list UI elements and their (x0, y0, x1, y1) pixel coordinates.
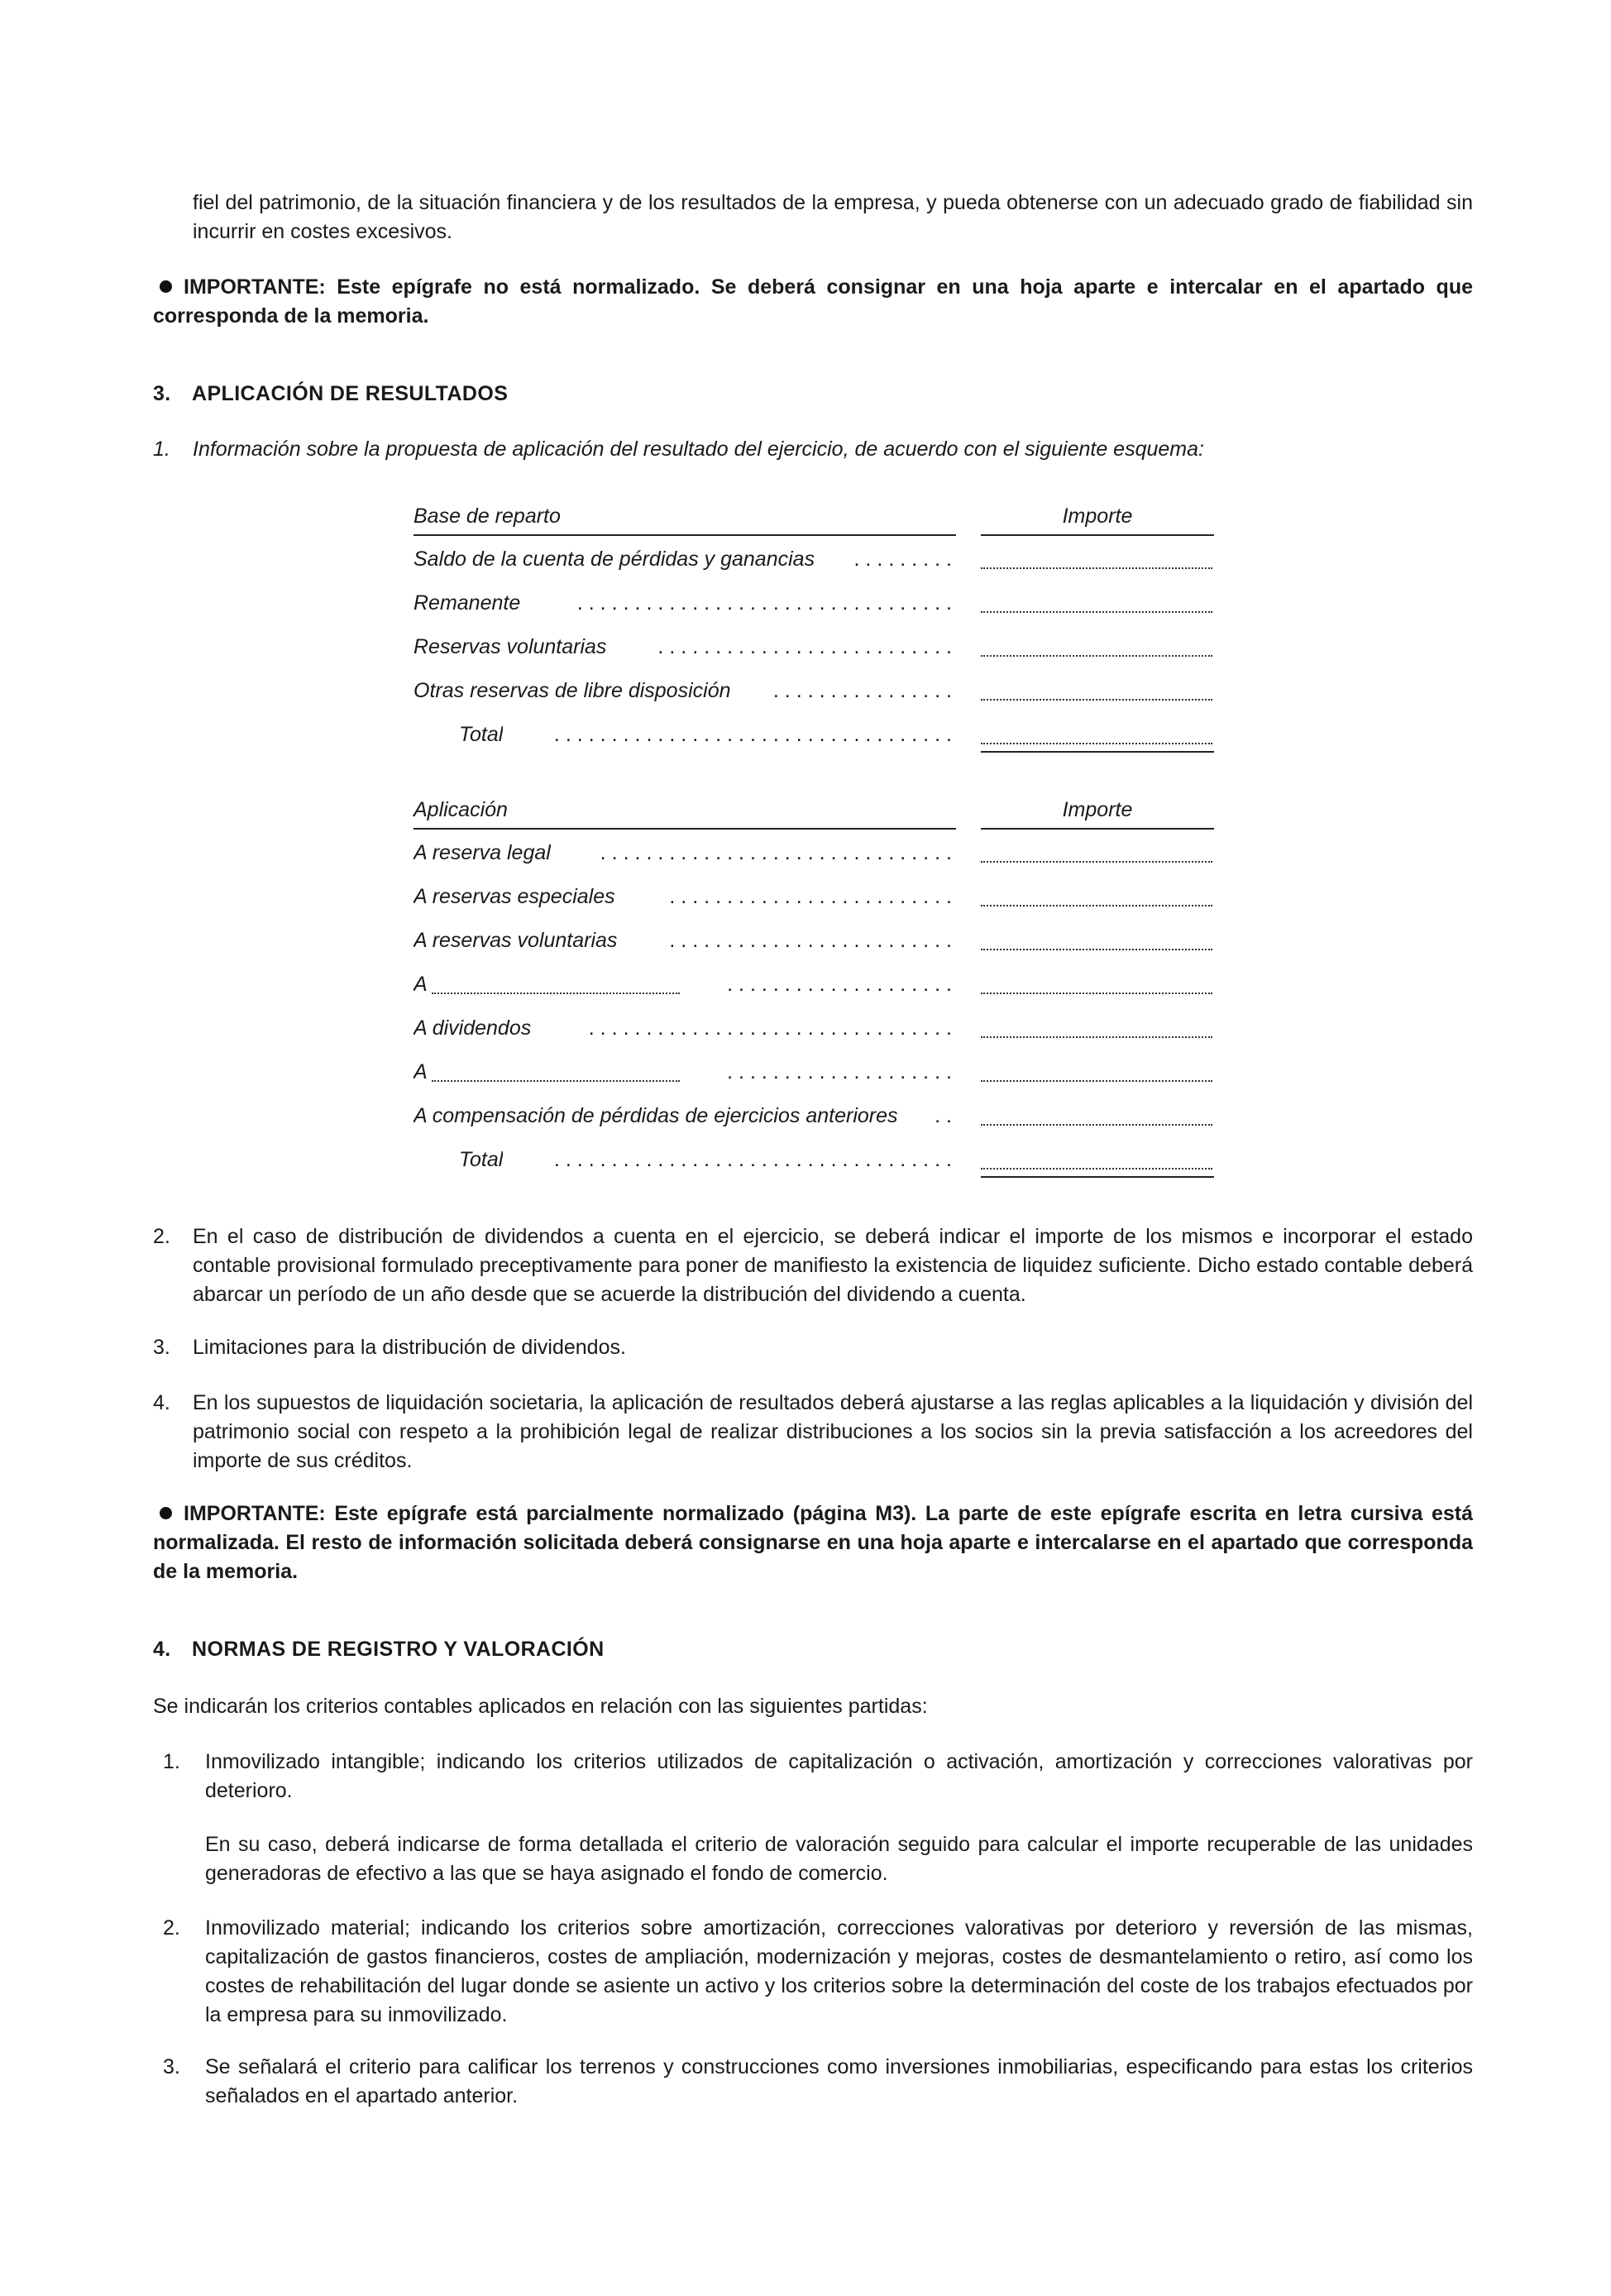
notice-paragraph (153, 273, 1473, 331)
bullet-icon (160, 280, 172, 293)
notice-text: IMPORTANTE: Este epígrafe no está normalizado. Se deberá consignar en una hoja aparte e intercalar en el apartado que corresponda de la memoria. (153, 275, 1473, 328)
list-item-text: En los supuestos de liquidación societaria, la aplicación de resultados deberá ajustarse a las reglas aplicables a la liquidación y división del patrimonio social con respeto a la prohibición legal de realizar distribuciones a los socios sin la previa satisfacción a los acreedores del importe de sus créditos. (193, 1391, 1473, 1472)
table-row-label: A reserva legal (414, 841, 551, 864)
table-total-label: Total (459, 723, 504, 746)
table-row-label: A (414, 1060, 428, 1083)
notice-text: IMPORTANTE: Este epígrafe está parcialmente normalizado (página M3). La parte de este epígrafe escrita en letra cursiva está normalizada. El resto de información solicitada deberá consignarse en una hoja aparte e intercalarse en el apartado que corresponda de la memoria. (153, 1502, 1473, 1583)
list-number: 3. (153, 1336, 170, 1359)
amount-field[interactable] (981, 699, 1212, 701)
bullet-icon (160, 1507, 172, 1519)
leader-dots: .................... (727, 973, 958, 996)
section-heading (153, 1638, 605, 1662)
leader-dots: .......................... (657, 635, 958, 658)
intro-paragraph: fiel del patrimonio, de la situación financiera y de los resultados de la empresa, y pueda obtenerse con un adecuado grado de fiabilidad sin incurrir en costes excesivos. (193, 191, 1473, 243)
list-item-text: Información sobre la propuesta de aplicación del resultado del ejercicio, de acuerdo con el siguiente esquema: (193, 438, 1204, 461)
leader-dots: ................................ (588, 1016, 958, 1040)
total-amount-field[interactable] (981, 743, 1212, 744)
leader-dots: ................................... (553, 1148, 958, 1171)
leader-dots: ......................... (669, 885, 958, 908)
leader-dots: ................ (772, 679, 958, 702)
leader-dots: ......... (853, 548, 958, 571)
section-title: APLICACIÓN DE RESULTADOS (192, 382, 509, 405)
amount-field[interactable] (981, 1080, 1212, 1082)
amount-field[interactable] (981, 611, 1212, 613)
amount-field[interactable] (981, 655, 1212, 657)
table-header-label: Aplicación (414, 795, 956, 830)
list-item-text: Limitaciones para la distribución de dividendos. (193, 1336, 626, 1359)
list-number: 2. (163, 1916, 180, 1940)
table-row-label: A compensación de pérdidas de ejercicios anteriores (414, 1104, 898, 1127)
amount-field[interactable] (981, 861, 1212, 863)
amount-field[interactable] (981, 949, 1212, 950)
list-number: 1. (163, 1750, 180, 1773)
list-number: 3. (163, 2055, 180, 2078)
list-number: 4. (153, 1391, 170, 1414)
total-amount-field[interactable] (981, 1168, 1212, 1170)
table-header-amount: Importe (981, 795, 1214, 830)
table-row-label: A reservas voluntarias (414, 929, 618, 952)
leader-dots: ......................... (669, 929, 958, 952)
section-title: NORMAS DE REGISTRO Y VALORACIÓN (192, 1638, 605, 1661)
table-row-label: Otras reservas de libre disposición (414, 679, 731, 702)
total-underline (981, 1176, 1214, 1178)
list-item-text: En el caso de distribución de dividendos a cuenta en el ejercicio, se deberá indicar el importe de los mismos e incorporar el estado contable provisional formulado preceptivamente para poner de manifiesto la existencia de liquidez suficiente. Dicho estado contable deberá abarcar un período de un año desde que se acuerde la distribución del dividendo a cuenta. (193, 1225, 1473, 1306)
custom-concept-field[interactable] (432, 993, 680, 994)
total-underline (981, 751, 1214, 753)
notice-paragraph (153, 1500, 1473, 1586)
list-number: 1. (153, 438, 170, 461)
leader-dots: .. (935, 1104, 958, 1127)
table-row-label: A dividendos (414, 1016, 532, 1040)
amount-field[interactable] (981, 905, 1212, 906)
leader-dots: ................................... (553, 723, 958, 746)
custom-concept-field[interactable] (432, 1080, 680, 1082)
amount-field[interactable] (981, 1124, 1212, 1126)
section-heading (153, 382, 508, 406)
list-number: 2. (153, 1225, 170, 1248)
table-row-label: Remanente (414, 591, 521, 615)
section-number: 3. (153, 382, 171, 405)
list-item-text: Inmovilizado intangible; indicando los criterios utilizados de capitalización o activación, amortización y correcciones valorativas por deterioro. (205, 1750, 1473, 1802)
amount-field[interactable] (981, 567, 1212, 569)
leader-dots: ............................... (600, 841, 958, 864)
section-number: 4. (153, 1638, 171, 1661)
amount-field[interactable] (981, 993, 1212, 994)
list-item-text: En su caso, deberá indicarse de forma detallada el criterio de valoración seguido para calcular el importe recuperable de las unidades generadoras de efectivo a las que se haya asignado el fondo de comercio. (205, 1833, 1473, 1885)
section-intro: Se indicarán los criterios contables aplicados en relación con las siguientes partidas: (153, 1695, 928, 1718)
list-item-text: Se señalará el criterio para calificar los terrenos y construcciones como inversiones inmobiliarias, especificando para estas los criterios señalados en el apartado anterior. (205, 2055, 1473, 2107)
table-total-label: Total (459, 1148, 504, 1171)
table-row-label: Reservas voluntarias (414, 635, 607, 658)
table-header-amount: Importe (981, 501, 1214, 536)
list-item-text: Inmovilizado material; indicando los criterios sobre amortización, correcciones valorativas por deterioro y reversión de las mismas, capitalización de gastos financieros, costes de ampliación, modernización y mejoras, costes de desmantelamiento o retiro, así como los costes de rehabilitación del lugar donde se asiente un activo y los criterios sobre la determinación del coste de los trabajos efectuados por la empresa para su inmovilizado. (205, 1916, 1473, 2026)
table-row-label: Saldo de la cuenta de pérdidas y ganancias (414, 548, 815, 571)
table-row-label: A reservas especiales (414, 885, 615, 908)
amount-field[interactable] (981, 1036, 1212, 1038)
leader-dots: ................................. (576, 591, 958, 615)
leader-dots: .................... (727, 1060, 958, 1083)
table-header-label: Base de reparto (414, 501, 956, 536)
table-row-label: A (414, 973, 428, 996)
